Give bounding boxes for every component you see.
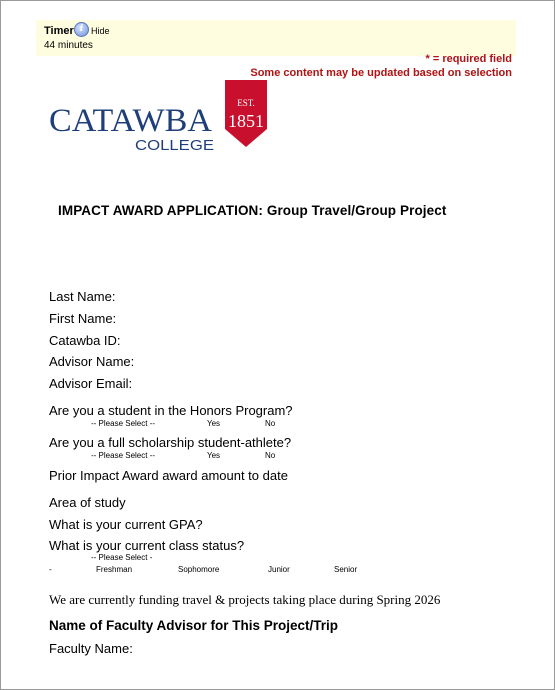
athlete-question: Are you a full scholarship student-athlete? [49, 435, 292, 450]
timer-label: Timer [44, 25, 74, 37]
class-status-label: What is your current class status? [49, 538, 245, 553]
hide-timer-link[interactable]: Hide [91, 26, 110, 36]
logo-year: 1851 [228, 111, 264, 131]
prior-award-label: Prior Impact Award award amount to date [49, 468, 288, 483]
faculty-name-label: Faculty Name: [49, 641, 133, 656]
logo-est: EST. [237, 98, 255, 108]
advisor-email-label: Advisor Email: [49, 376, 133, 391]
honors-option-please-select[interactable]: -- Please Select -- [91, 419, 156, 428]
required-field-note: * = required field [425, 53, 512, 65]
catawba-id-label: Catawba ID: [49, 333, 121, 348]
class-option-sophomore[interactable]: Sophomore [178, 565, 220, 574]
class-option-freshman[interactable]: Freshman [96, 565, 133, 574]
timer-bar [36, 20, 516, 56]
faculty-section-title: Name of Faculty Advisor for This Project/Trip [49, 618, 339, 633]
class-option-senior[interactable]: Senior [334, 565, 358, 574]
class-option-junior[interactable]: Junior [268, 565, 290, 574]
honors-option-no[interactable]: No [265, 419, 276, 428]
class-option-please-select[interactable]: -- Please Select - [91, 553, 153, 562]
first-name-label: First Name: [49, 311, 117, 326]
class-option-dash[interactable]: - [49, 565, 52, 574]
athlete-option-yes[interactable]: Yes [207, 451, 221, 460]
form-title: IMPACT AWARD APPLICATION: Group Travel/Group Project [58, 203, 447, 218]
honors-question: Are you a student in the Honors Program? [49, 403, 293, 418]
honors-option-yes[interactable]: Yes [207, 419, 221, 428]
athlete-option-please-select[interactable]: -- Please Select -- [91, 451, 156, 460]
catawba-college-logo [49, 80, 279, 155]
content-update-note: Some content may be updated based on selection [250, 67, 512, 79]
last-name-label: Last Name: [49, 289, 116, 304]
gpa-label: What is your current GPA? [49, 517, 203, 532]
advisor-name-label: Advisor Name: [49, 354, 135, 369]
area-of-study-label: Area of study [49, 495, 126, 510]
athlete-option-no[interactable]: No [265, 451, 276, 460]
logo-subtext: COLLEGE [135, 137, 214, 154]
timer-value: 44 minutes [44, 40, 93, 51]
logo-wordmark: CATAWBA [49, 103, 213, 139]
info-icon[interactable]: i [74, 22, 89, 37]
funding-note: We are currently funding travel & projects taking place during Spring 2026 [49, 592, 441, 607]
